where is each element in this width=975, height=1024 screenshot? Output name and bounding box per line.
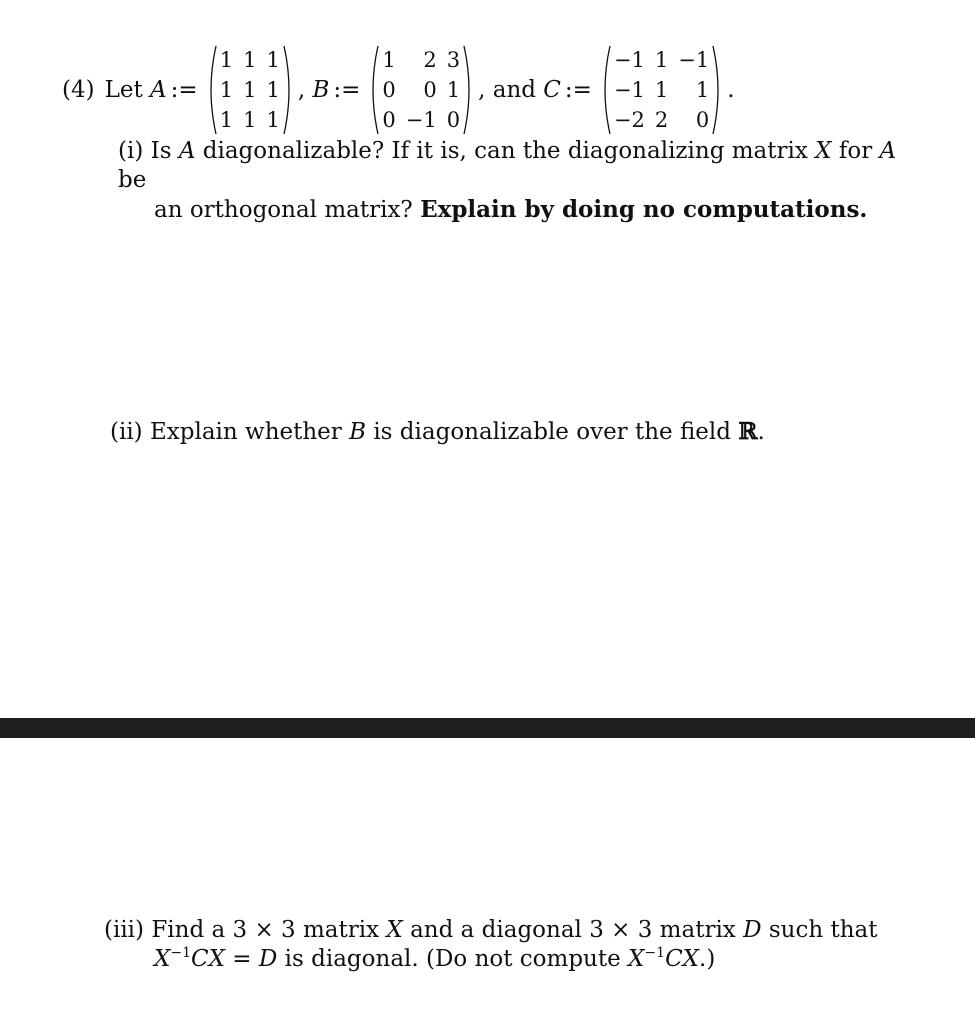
inverse-exponent: −1 — [644, 945, 666, 961]
matrix-b-cell: 0 — [423, 78, 437, 102]
matrix-c-cell: 1 — [654, 78, 669, 102]
matrix-c-cell: 1 — [654, 48, 669, 72]
matrix-c-cell: 2 — [654, 108, 669, 132]
inverse-exponent: −1 — [170, 945, 192, 961]
left-paren-icon — [366, 44, 380, 136]
section-divider-bar — [0, 718, 975, 738]
part-iii-line-2 — [104, 945, 894, 974]
matrix-c — [598, 44, 725, 136]
equals-sign: = — [225, 946, 259, 972]
part-i-line-2 — [118, 195, 898, 225]
matrix-c-cell: −2 — [613, 108, 645, 132]
assign-symbol: := — [170, 77, 198, 103]
matrix-b-cell: 0 — [446, 108, 461, 132]
problem-number: (4) — [62, 77, 95, 103]
part-i-bold-instruction: Explain by doing no computations. — [420, 196, 868, 223]
part-i — [118, 137, 898, 225]
part-i-text: diagonalizable? If it is, can the diagonalizing matrix — [202, 138, 808, 164]
matrix-c-cell: −1 — [613, 78, 645, 102]
right-paren-icon — [462, 44, 476, 136]
assign-symbol: := — [564, 77, 592, 103]
part-iii-label: (iii) — [104, 917, 145, 943]
matrix-a-cell: 1 — [243, 108, 257, 132]
left-paren-icon — [598, 44, 612, 136]
expr-cx: CX — [191, 946, 225, 972]
matrix-c-cell: −1 — [613, 48, 645, 72]
matrix-b-cell: −1 — [405, 108, 437, 132]
expr-d: D — [258, 946, 278, 972]
expr-cx: CX — [665, 946, 700, 972]
comma: , — [297, 77, 306, 103]
problem-statement — [62, 42, 735, 138]
part-i-text: an orthogonal matrix? — [154, 197, 413, 223]
matrix-b-cell: 2 — [423, 48, 437, 72]
part-iii-text: such that — [768, 917, 878, 943]
part-iii-text: is diagonal. (Do not compute — [284, 946, 621, 972]
part-i-text: Is — [150, 138, 172, 164]
matrix-c-name: C — [543, 77, 561, 103]
matrix-a-cell: 1 — [219, 78, 234, 102]
part-ii-text: Explain whether — [149, 419, 342, 445]
let-word: Let — [104, 77, 143, 103]
part-ii-text: is diagonalizable over the field — [373, 419, 731, 445]
part-ii — [110, 417, 765, 447]
matrix-b-cell: 1 — [446, 78, 461, 102]
var-a: A — [879, 138, 897, 164]
matrix-c-cell: 1 — [695, 78, 710, 102]
part-ii-text: . — [757, 419, 765, 445]
assign-symbol: := — [333, 77, 361, 103]
matrix-a-cell: 1 — [219, 108, 234, 132]
and-word: , and — [478, 77, 536, 103]
right-paren-icon — [711, 44, 725, 136]
part-iii-line-1 — [104, 916, 894, 945]
part-i-label: (i) — [118, 138, 144, 164]
var-b: B — [349, 419, 367, 445]
matrix-a-cell: 1 — [243, 48, 257, 72]
matrix-a-cell: 1 — [266, 48, 280, 72]
matrix-b — [366, 44, 476, 136]
part-iii-text: .) — [699, 946, 716, 972]
part-i-line-1 — [118, 137, 898, 195]
matrix-a-name: A — [150, 77, 167, 103]
right-paren-icon — [282, 44, 296, 136]
expr-x: X — [628, 946, 645, 972]
matrix-a-cell: 1 — [266, 78, 280, 102]
part-ii-label: (ii) — [110, 419, 143, 445]
part-iii — [104, 916, 894, 974]
part-i-text: be — [118, 167, 147, 193]
matrix-b-cell: 1 — [382, 48, 396, 72]
var-x: X — [815, 138, 832, 164]
var-d: D — [743, 917, 762, 943]
part-iii-text: and a diagonal 3 × 3 matrix — [410, 917, 736, 943]
period: . — [727, 77, 735, 103]
matrix-a-cell: 1 — [243, 78, 257, 102]
field-reals-symbol: ℝ — [738, 418, 758, 445]
part-i-text: for — [838, 138, 873, 164]
left-paren-icon — [204, 44, 218, 136]
matrix-b-cell: 0 — [382, 108, 396, 132]
matrix-b-name: B — [312, 77, 330, 103]
matrix-b-cell: 0 — [382, 78, 396, 102]
matrix-b-cell: 3 — [446, 48, 461, 72]
matrix-c-cell: 0 — [695, 108, 710, 132]
part-iii-text: Find a 3 × 3 matrix — [151, 917, 380, 943]
matrix-a-cell: 1 — [266, 108, 280, 132]
var-x: X — [386, 917, 403, 943]
matrix-c-cell: −1 — [678, 48, 710, 72]
expr-x: X — [154, 946, 171, 972]
matrix-a — [204, 44, 296, 136]
matrix-a-cell: 1 — [219, 48, 234, 72]
var-a: A — [178, 138, 196, 164]
